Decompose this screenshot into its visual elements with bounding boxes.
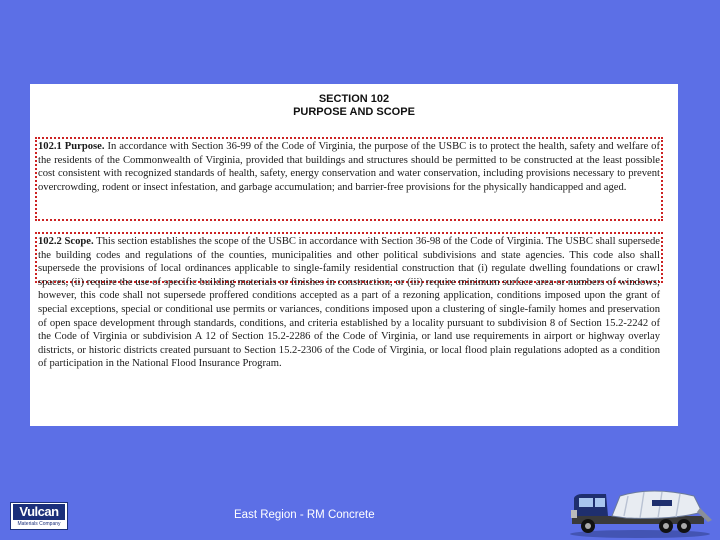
logo-subtitle: Materials Company bbox=[17, 521, 61, 527]
concrete-mixer-truck-icon bbox=[566, 486, 714, 538]
scope-text: This section establishes the scope of the USBC in accordance with Section 36-98 of the Code of Virginia. The USBC shall supersede the building codes and regulations of the counties, municipalities and other political subdivisions and state agencies. This code also shall supersede the provisions of local ordinances applicable to single-family residential construction that (i) regulate dwelling foundations or crawl spaces, (ii) require the use of specific building materials or finishes in construction, or (iii) require minimum surface area or numbers of windows; however, this code shall not supersede proffered conditions accepted as a part of a rezoning application, conditions imposed upon the grant of special exceptions, special or conditional use permits or variances, conditions imposed upon a clustering of single-family homes and preservation of open space development through standards, conditions, and criteria established by a locality pursuant to subdivision 8 of Section 15.2-2242 of the Code of Virginia or subdivision A 12 of Section 15.2-2286 of the Code of Virginia, or land use requirements in airport or highway overlay districts, or historic districts created pursuant to Section 15.2-2306 of the Code of Virginia, or local flood plain regulations adopted as a condition of participation in the National Flood Insurance Program. bbox=[38, 236, 660, 370]
scope-paragraph bbox=[38, 235, 660, 371]
section-title: PURPOSE AND SCOPE bbox=[293, 106, 415, 118]
purpose-text: In accordance with Section 36-99 of the Code of Virginia, the purpose of the USBC is to protect the health, safety and welfare of the residents of the Commonwealth of Virginia, provided that buildings and structures should be permitted to be constructed at the least possible cost consistent with recognized standards of health, safety, energy conservation and water conservation, including provisions necessary to prevent overcrowding, rodent or insect infestation, and garbage accumulation; and barrier-free provisions for the physically handicapped and aged. bbox=[38, 141, 661, 193]
vulcan-logo bbox=[10, 502, 68, 530]
scope-title: 102.2 Scope. bbox=[38, 236, 94, 247]
section-number: SECTION 102 bbox=[318, 93, 390, 105]
logo-wordmark: Vulcan bbox=[13, 504, 65, 520]
purpose-title: 102.1 Purpose. bbox=[38, 141, 105, 152]
purpose-paragraph bbox=[38, 140, 660, 194]
document-page bbox=[30, 84, 678, 426]
footer-text: East Region - RM Concrete bbox=[234, 509, 375, 521]
